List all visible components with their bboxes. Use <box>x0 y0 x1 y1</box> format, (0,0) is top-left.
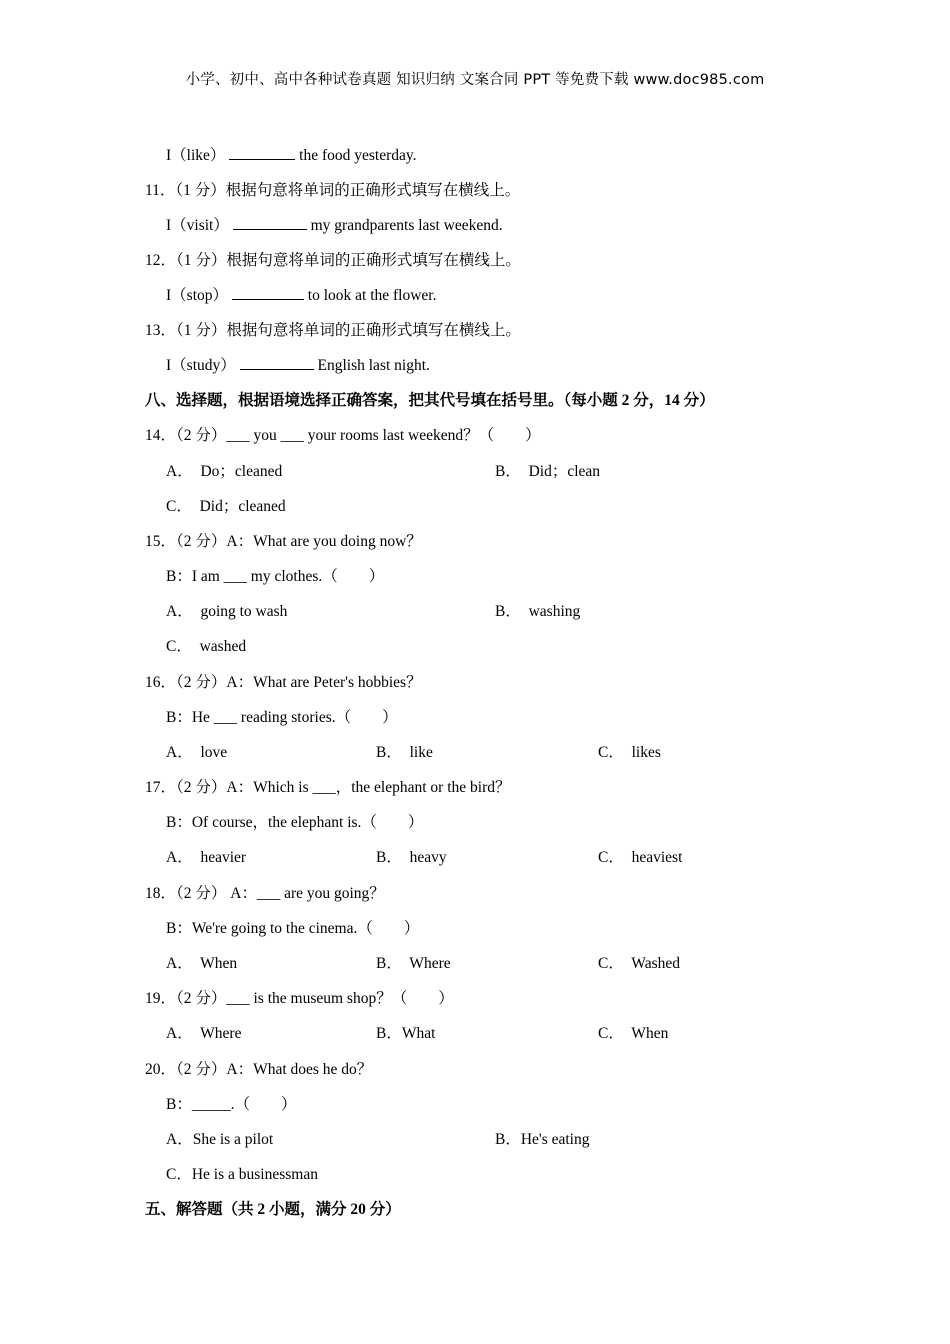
q10-sentence <box>166 145 417 167</box>
q11-stem: 11．（1 分）根据句意将单词的正确形式填写在横线上。 <box>145 182 521 199</box>
q16-option-b[interactable]: B． like <box>376 744 433 761</box>
q10-prompt: I（like） <box>166 147 226 164</box>
q13-answer-blank[interactable] <box>240 355 314 370</box>
q16-option-c[interactable]: C． likes <box>598 744 661 761</box>
q17-stem2: B：Of course，the elephant is.（ ） <box>166 814 424 831</box>
q16-stem: 16．（2 分）A：What are Peter's hobbies？ <box>145 674 422 691</box>
q16-option-a[interactable]: A． love <box>166 744 228 761</box>
q19-stem: 19．（2 分）___ is the museum shop？（ ） <box>145 990 454 1007</box>
q11-sentence <box>166 215 503 237</box>
q20-option-a[interactable]: A．She is a pilot <box>166 1131 274 1148</box>
q12-stem: 12．（1 分）根据句意将单词的正确形式填写在横线上。 <box>145 252 521 269</box>
q20-stem2: B：_____.（ ） <box>166 1096 297 1113</box>
q14-option-a[interactable]: A． Do；cleaned <box>166 463 283 480</box>
q15-option-b[interactable]: B． washing <box>495 603 581 620</box>
q20-option-b[interactable]: B．He's eating <box>495 1131 590 1148</box>
q15-option-a[interactable]: A． going to wash <box>166 603 288 620</box>
section5-title: 五、解答题（共 2 小题，满分 20 分） <box>145 1201 401 1218</box>
q19-option-a[interactable]: A． Where <box>166 1025 242 1042</box>
q11-prompt: I（visit） <box>166 217 229 234</box>
q17-option-a[interactable]: A． heavier <box>166 849 247 866</box>
q18-option-b[interactable]: B． Where <box>376 955 451 972</box>
q17-option-c[interactable]: C． heaviest <box>598 849 683 866</box>
q15-stem2: B：I am ___ my clothes.（ ） <box>166 568 385 585</box>
q15-stem: 15．（2 分）A：What are you doing now？ <box>145 533 422 550</box>
q17-option-b[interactable]: B． heavy <box>376 849 447 866</box>
q13-stem: 13．（1 分）根据句意将单词的正确形式填写在横线上。 <box>145 322 521 339</box>
q10-tail: the food yesterday. <box>295 147 417 164</box>
q19-option-c[interactable]: C． When <box>598 1025 669 1042</box>
q14-option-c[interactable]: C． Did；cleaned <box>166 498 286 515</box>
q18-option-a[interactable]: A． When <box>166 955 238 972</box>
q19-option-b[interactable]: B．What <box>376 1025 436 1042</box>
q15-option-c[interactable]: C． washed <box>166 638 247 655</box>
q10-answer-blank[interactable] <box>229 145 295 160</box>
q18-option-c[interactable]: C． Washed <box>598 955 680 972</box>
page-header: 小学、初中、高中各种试卷真题 知识归纳 文案合同 PPT 等免费下载 www.doc985.com <box>185 72 765 88</box>
q12-prompt: I（stop） <box>166 287 229 304</box>
q12-tail: to look at the flower. <box>303 287 437 304</box>
q11-answer-blank[interactable] <box>233 215 307 230</box>
q13-tail: English last night. <box>313 357 430 374</box>
q18-stem: 18．（2 分） A：___ are you going？ <box>145 885 385 902</box>
q14-option-b[interactable]: B． Did；clean <box>495 463 601 480</box>
q11-tail: my grandparents last weekend. <box>306 217 503 234</box>
q16-stem2: B：He ___ reading stories.（ ） <box>166 709 398 726</box>
q14-stem: 14．（2 分）___ you ___ your rooms last weekend？（ ） <box>145 427 541 444</box>
q18-stem2: B：We're going to the cinema.（ ） <box>166 920 420 937</box>
q20-option-c[interactable]: C．He is a businessman <box>166 1166 318 1183</box>
q12-sentence <box>166 285 436 307</box>
q12-answer-blank[interactable] <box>232 285 304 300</box>
section8-title: 八、选择题，根据语境选择正确答案，把其代号填在括号里。（每小题 2 分，14 分） <box>145 392 715 409</box>
q13-prompt: I（study） <box>166 357 236 374</box>
q20-stem: 20．（2 分）A：What does he do？ <box>145 1061 373 1078</box>
q13-sentence <box>166 355 430 377</box>
q17-stem: 17．（2 分）A：Which is ___，the elephant or the bird？ <box>145 779 511 796</box>
